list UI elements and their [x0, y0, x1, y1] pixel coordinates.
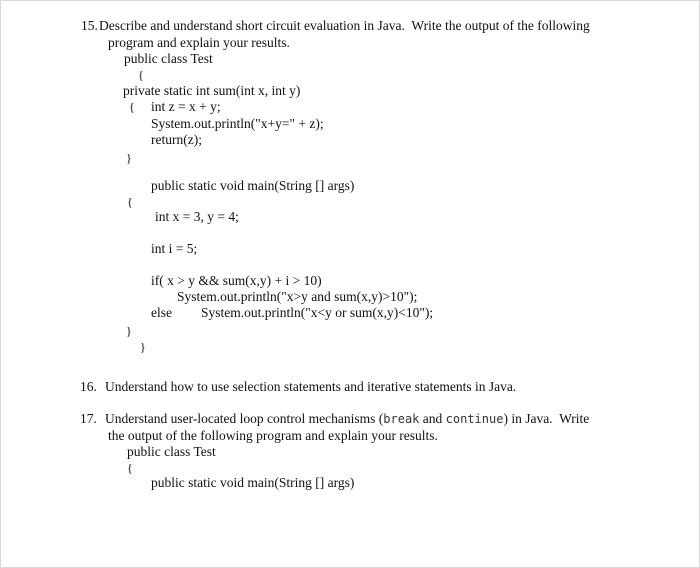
q17-text-line2: the output of the following program and explain your results.	[108, 428, 438, 443]
q17-number: 17.	[80, 411, 97, 426]
q15-main-line1: int x = 3, y = 4;	[155, 209, 239, 224]
q15-method-open-brace: {	[129, 100, 135, 114]
q15-text-line2: program and explain your results.	[108, 35, 290, 50]
q15-main-line2: int i = 5;	[151, 241, 198, 256]
q15-class-open-brace: {	[138, 68, 144, 82]
q15-method-line2: System.out.println("x+y=" + z);	[151, 116, 324, 131]
q15-else-keyword: else	[151, 305, 172, 320]
q15-method-line1: int z = x + y;	[151, 99, 221, 114]
q15-method-close-brace: }	[126, 151, 132, 165]
q15-main-line3: if( x > y && sum(x,y) + i > 10)	[151, 273, 322, 288]
q15-main-close-brace: }	[126, 324, 132, 338]
q17-keyword-break: break	[383, 412, 420, 426]
q16-text-line1: Understand how to use selection statements and iterative statements in Java.	[105, 379, 517, 394]
q17-keyword-continue: continue	[445, 412, 504, 426]
q15-main-open-brace: {	[127, 195, 133, 209]
q15-class-decl: public class Test	[124, 51, 213, 66]
q17-text-part1: Understand user-located loop control mechanisms (	[105, 411, 384, 426]
q15-main-line4: System.out.println("x>y and sum(x,y)>10");	[177, 289, 418, 304]
q17-text-part2: and	[419, 411, 446, 426]
q17-class-decl: public class Test	[127, 444, 216, 459]
q15-method-signature: private static int sum(int x, int y)	[123, 83, 301, 98]
q17-class-open-brace: {	[127, 461, 133, 475]
q15-number: 15.	[81, 18, 98, 33]
q16-number: 16.	[80, 379, 97, 394]
q15-class-close-brace: }	[140, 340, 146, 354]
q15-method-line3: return(z);	[151, 132, 202, 147]
q17-text-part3: ) in Java. Write	[503, 411, 590, 426]
q15-main-line5: System.out.println("x<y or sum(x,y)<10");	[201, 305, 434, 320]
q15-main-signature: public static void main(String [] args)	[151, 178, 355, 193]
q17-text-line1	[105, 411, 589, 427]
q17-main-signature: public static void main(String [] args)	[151, 475, 355, 490]
q15-text-line1: Describe and understand short circuit evaluation in Java. Write the output of the following	[99, 18, 590, 33]
